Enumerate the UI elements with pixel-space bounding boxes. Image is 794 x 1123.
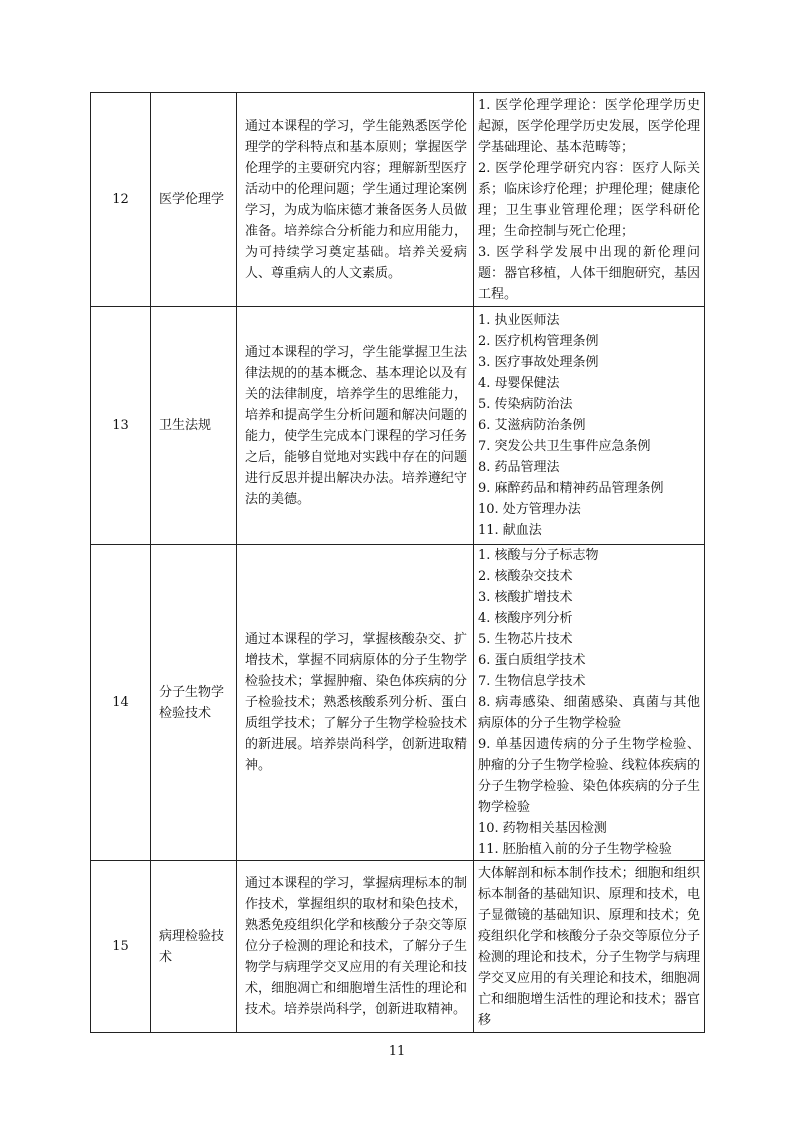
list-item: 大体解剖和标本制作技术；细胞和组织标本制备的基础知识、原理和技术，电子显微镜的基础知识、原理和技术；免疫组织化学和核酸分子杂交等原位分子检测的理论和技术，分子生物学与病理学交叉应用的有关理论和技术，细胞凋亡和细胞增生活性的理论和技术；器官移 xyxy=(478,865,700,1028)
course-name: 病理检验技术 xyxy=(151,861,237,1033)
list-item: 4. 核酸序列分析 xyxy=(478,611,573,626)
course-number: 15 xyxy=(91,861,151,1033)
course-content xyxy=(474,861,705,1033)
course-goal: 通过本课程的学习，掌握病理标本的制作技术，掌握组织的取材和染色技术，熟悉免疫组织化学和核酸分子杂交等原位分子检测的理论和技术，了解分子生物学与病理学交叉应用的有关理论和技术，细胞凋亡和细胞增生活性的理论和技术。培养崇尚科学，创新进取精神。 xyxy=(237,861,474,1033)
list-item: 3. 医学科学发展中出现的新伦理问题：器官移植，人体干细胞研究，基因工程。 xyxy=(478,244,700,302)
list-item: 11. 献血法 xyxy=(478,523,542,538)
list-item: 8. 病毒感染、细菌感染、真菌与其他病原体的分子生物学检验 xyxy=(478,695,700,731)
list-item: 2. 医疗机构管理条例 xyxy=(478,334,599,349)
table-row xyxy=(91,545,705,861)
list-item: 11. 胚胎植入前的分子生物学检验 xyxy=(478,842,672,857)
list-item: 5. 生物芯片技术 xyxy=(478,632,573,647)
course-name: 医学伦理学 xyxy=(151,93,237,307)
course-name: 卫生法规 xyxy=(151,307,237,545)
list-item: 7. 突发公共卫生事件应急条例 xyxy=(478,439,651,454)
list-item: 2. 医学伦理学研究内容：医疗人际关系；临床诊疗伦理；护理伦理；健康伦理；卫生事业管理伦理；医学科研伦理；生命控制与死亡伦理； xyxy=(478,160,700,239)
list-item: 2. 核酸杂交技术 xyxy=(478,569,573,584)
table-row xyxy=(91,307,705,545)
course-number: 12 xyxy=(91,93,151,307)
course-content xyxy=(474,307,705,545)
list-item: 4. 母婴保健法 xyxy=(478,376,560,391)
course-goal: 通过本课程的学习，掌握核酸杂交、扩增技术，掌握不同病原体的分子生物学检验技术；掌握肿瘤、染色体疾病的分子检验技术；熟悉核酸系列分析、蛋白质组学技术；了解分子生物学检验技术的新进展。培养崇尚科学，创新进取精神。 xyxy=(237,545,474,861)
course-name: 分子生物学检验技术 xyxy=(151,545,237,861)
course-goal: 通过本课程的学习，学生能掌握卫生法律法规的的基本概念、基本理论以及有关的法律制度，培养学生的思维能力，培养和提高学生分析问题和解决问题的能力，使学生完成本门课程的学习任务之后，能够自觉地对实践中存在的问题进行反思并提出解决办法。培养遵纪守法的美德。 xyxy=(237,307,474,545)
list-item: 1. 医学伦理学理论：医学伦理学历史起源，医学伦理学历史发展，医学伦理学基础理论、基本范畴等； xyxy=(478,97,700,155)
page-number: 11 xyxy=(388,1044,406,1059)
list-item: 9. 单基因遗传病的分子生物学检验、肿瘤的分子生物学检验、线粒体疾病的分子生物学检验、染色体疾病的分子生物学检验 xyxy=(478,737,700,815)
list-item: 8. 药品管理法 xyxy=(478,460,560,475)
list-item: 1. 执业医师法 xyxy=(478,313,560,328)
course-content xyxy=(474,93,705,307)
course-number: 13 xyxy=(91,307,151,545)
list-item: 1. 核酸与分子标志物 xyxy=(478,548,599,563)
list-item: 6. 艾滋病防治条例 xyxy=(478,418,586,433)
list-item: 7. 生物信息学技术 xyxy=(478,674,586,689)
course-content xyxy=(474,545,705,861)
course-goal: 通过本课程的学习，学生能熟悉医学伦理学的学科特点和基本原则；掌握医学伦理学的主要研究内容；理解新型医疗活动中的伦理问题；学生通过理论案例学习，为成为临床德才兼备医务人员做准备。培养综合分析能力和应用能力，为可持续学习奠定基础。培养关爱病人、尊重病人的人文素质。 xyxy=(237,93,474,307)
list-item: 10. 药物相关基因检测 xyxy=(478,821,607,836)
table-row xyxy=(91,861,705,1033)
list-item: 10. 处方管理办法 xyxy=(478,502,581,517)
course-table xyxy=(90,92,705,1033)
list-item: 3. 医疗事故处理条例 xyxy=(478,355,599,370)
list-item: 6. 蛋白质组学技术 xyxy=(478,653,586,668)
table-row xyxy=(91,93,705,307)
list-item: 9. 麻醉药品和精神药品管理条例 xyxy=(478,481,664,496)
list-item: 3. 核酸扩增技术 xyxy=(478,590,573,605)
list-item: 5. 传染病防治法 xyxy=(478,397,573,412)
course-number: 14 xyxy=(91,545,151,861)
